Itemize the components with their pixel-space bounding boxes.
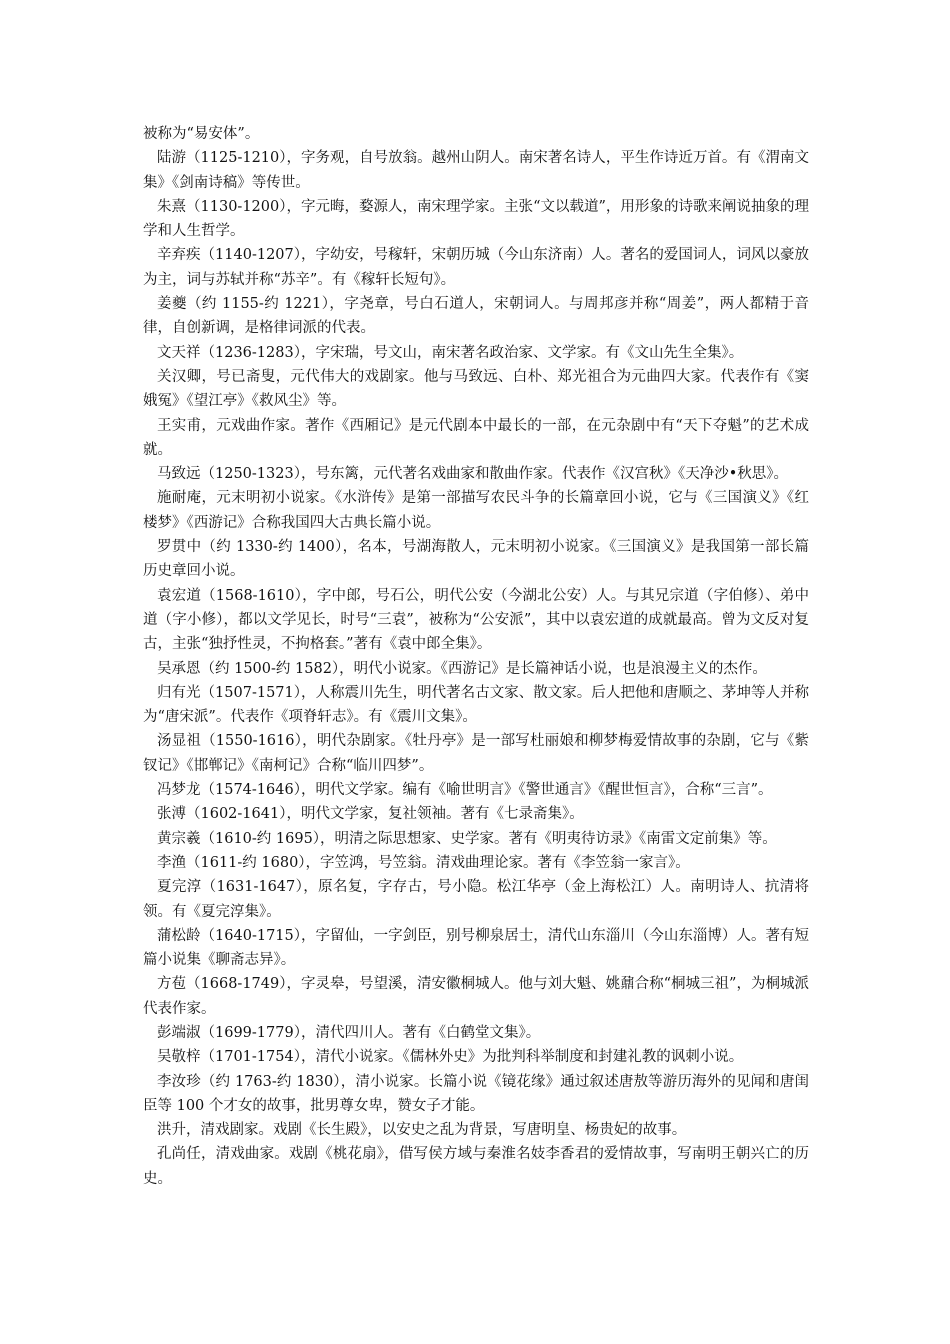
- paragraph-wang-shifu: 王实甫，元戏曲作家。著作《西厢记》是元代剧本中最长的一部，在元杂剧中有“天下夺魁”的艺术成就。: [143, 417, 809, 458]
- paragraph-xia-wanchun: 夏完淳（1631-1647），原名复，字存古，号小隐。松江华亭（金上海松江）人。南明诗人、抗清将领。有《夏完淳集》。: [143, 879, 809, 920]
- paragraph-feng-menglong: 冯梦龙（1574-1646），明代文学家。编有《喻世明言》《警世通言》《醒世恒言》，合称“三言”。: [157, 782, 773, 799]
- paragraph-tang-xianzu: 汤显祖（1550-1616），明代杂剧家。《牡丹亭》是一部写杜丽娘和柳梦梅爱情故事的杂剧，它与《紫钗记》《邯郸记》《南柯记》合称“临川四梦”。: [143, 733, 809, 774]
- paragraph-shi-naian: 施耐庵，元末明初小说家。《水浒传》是第一部描写农民斗争的长篇章回小说，它与《三国演义》《红楼梦》《西游记》合称我国四大古典长篇小说。: [143, 490, 809, 531]
- paragraph-fang-bao: 方苞（1668-1749），字灵皋，号望溪，清安徽桐城人。他与刘大魁、姚鼐合称“桐城三祖”，为桐城派代表作家。: [143, 976, 809, 1017]
- paragraph-li-yu: 李渔（1611-约 1680），字笠鸿，号笠翁。清戏曲理论家。著有《李笠翁一家言》。: [157, 854, 690, 871]
- paragraph-xin-qiji: 辛弃疾（1140-1207），字幼安，号稼轩，宋朝历城（今山东济南）人。著名的爱国词人，词风以豪放为主，词与苏轼并称“苏辛”。有《稼轩长短句》。: [143, 247, 809, 288]
- paragraph-li-ruzhen: 李汝珍（约 1763-约 1830），清小说家。长篇小说《镜花缘》通过叙述唐敖等游历海外的见闻和唐闺臣等 100 个才女的故事，批男尊女卑，赞女子才能。: [143, 1073, 809, 1114]
- paragraph-gui-youguang: 归有光（1507-1571），人称震川先生，明代著名古文家、散文家。后人把他和唐顺之、茅坤等人并称为“唐宋派”。代表作《项脊轩志》。有《震川文集》。: [143, 684, 809, 726]
- paragraph-wu-chengen: 吴承恩（约 1500-约 1582），明代小说家。《西游记》是长篇神话小说，也是浪漫主义的杰作。: [157, 660, 767, 677]
- paragraph-peng-duanshu: 彭端淑（1699-1779），清代四川人。著有《白鹤堂文集》。: [157, 1024, 541, 1041]
- document-body: [143, 122, 809, 1191]
- paragraph-lu-you: 陆游（1125-1210），字务观，自号放翁。越州山阴人。南宋著名诗人，平生作诗近万首。有《渭南文集》《剑南诗稿》等传世。: [143, 150, 809, 191]
- paragraph-kong-shangren: 孔尚任，清戏曲家。戏剧《桃花扇》，借写侯方域与秦淮名妓李香君的爱情故事，写南明王朝兴亡的历史。: [143, 1146, 809, 1187]
- paragraph-luo-guanzhong: 罗贯中（约 1330-约 1400），名本，号湖海散人，元末明初小说家。《三国演义》是我国第一部长篇历史章回小说。: [143, 539, 809, 580]
- paragraph-huang-zongxi: 黄宗羲（1610-约 1695），明清之际思想家、史学家。著有《明夷待访录》《南雷文定前集》等。: [157, 830, 777, 847]
- paragraph-yi-an-ti: 被称为“易安体”。: [143, 126, 260, 142]
- paragraph-wu-jingzi: 吴敬梓（1701-1754），清代小说家。《儒林外史》为批判科举制度和封建礼教的讽刺小说。: [157, 1049, 744, 1066]
- paragraph-zhu-xi: 朱熹（1130-1200），字元晦，婺源人，南宋理学家。主张“文以载道”，用形象的诗歌来阐说抽象的理学和人生哲学。: [143, 198, 809, 240]
- paragraph-wen-tianxiang: 文天祥（1236-1283），字宋瑞，号文山，南宋著名政治家、文学家。有《文山先生全集》。: [157, 344, 744, 361]
- paragraph-yuan-hongdao: 袁宏道（1568-1610），字中郎，号石公，明代公安（今湖北公安）人。与其兄宗道（字伯修）、弟中道（字小修），都以文学见长，时号“三袁”，被称为“公安派”，其中以袁宏道的成就最高。曾为文反对复古，主张“独抒性灵，不拘格套。”著有《袁中郎全集》。: [143, 587, 809, 653]
- paragraph-pu-songling: 蒲松龄（1640-1715），字留仙，一字剑臣，别号柳泉居士，清代山东淄川（今山东淄博）人。著有短篇小说集《聊斋志异》。: [143, 927, 809, 969]
- paragraph-zhang-pu: 张溥（1602-1641），明代文学家，复社领袖。著有《七录斋集》。: [157, 806, 584, 823]
- paragraph-ma-zhiyuan: 马致远（1250-1323），号东篱，元代著名戏曲家和散曲作家。代表作《汉宫秋》《天净沙•秋思》。: [157, 466, 789, 483]
- paragraph-jiang-kui: 姜夔（约 1155-约 1221），字尧章，号白石道人，宋朝词人。与周邦彦并称“周姜”，两人都精于音律，自创新调，是格律词派的代表。: [143, 296, 809, 337]
- paragraph-guan-hanqing: 关汉卿，号已斋叟，元代伟大的戏剧家。他与马致远、白朴、郑光祖合为元曲四大家。代表作有《窦娥冤》《望江亭》《救风尘》等。: [143, 368, 809, 410]
- paragraph-hong-sheng: 洪升，清戏剧家。戏剧《长生殿》，以安史之乱为背景，写唐明皇、杨贵妃的故事。: [157, 1122, 687, 1139]
